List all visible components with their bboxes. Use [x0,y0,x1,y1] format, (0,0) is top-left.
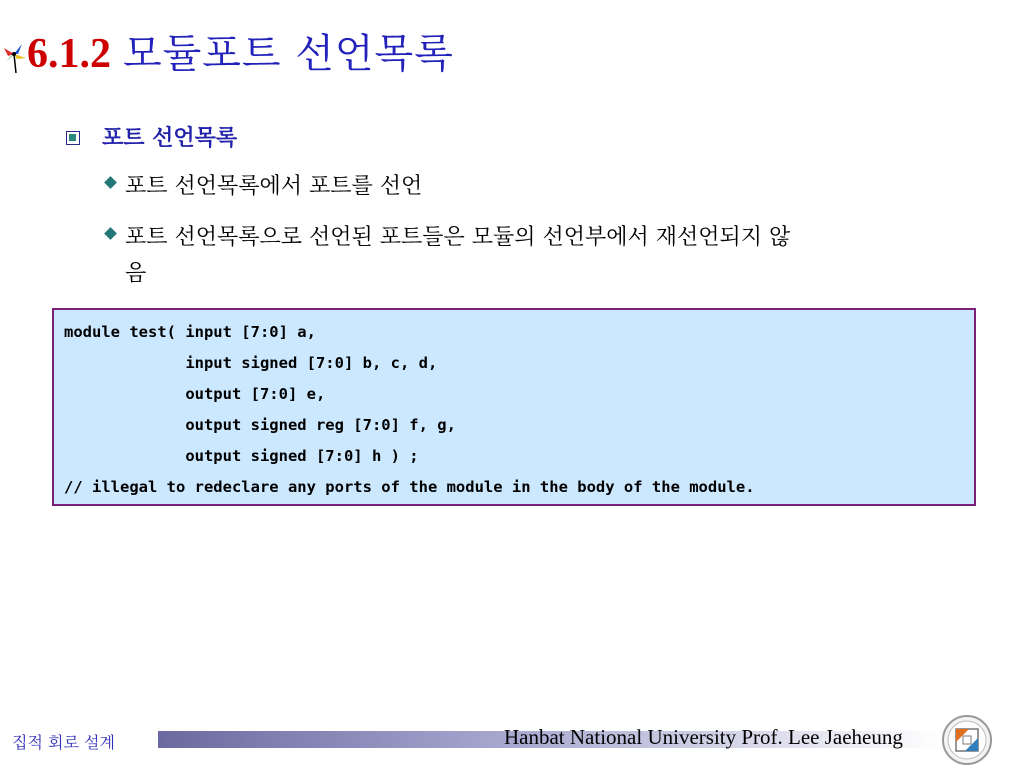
pinwheel-icon [2,40,28,74]
code-line: module test( input [7:0] a, [64,323,316,341]
section-number: 6.1.2 [27,31,111,77]
diamond-bullet-icon [104,227,117,240]
code-comment-line: // illegal to redeclare any ports of the module in the body of the module. [64,478,755,496]
level2-bullet-text-continued: 음 [125,261,147,286]
level2-bullet-text: 포트 선언목록으로 선언된 포트들은 모듈의 선언부에서 재선언되지 않 [125,225,791,250]
code-line: output [7:0] e, [64,385,326,403]
level2-bullet-text: 포트 선언목록에서 포트를 선언 [125,174,423,199]
diamond-bullet-icon [104,176,117,189]
square-bullet-icon [66,131,80,145]
university-logo-icon [941,710,993,768]
title-text: 모듈포트 선언목록 [123,31,454,77]
footer-credit: Hanbat National University Prof. Lee Jaeheung [504,725,903,749]
footer-course: 집적 회로 설계 [12,733,115,752]
code-block [52,308,976,506]
code-line: output signed [7:0] h ) ; [64,447,419,465]
slide-title [27,22,454,79]
level1-bullet-text: 포트 선언목록 [102,126,238,151]
code-line: input signed [7:0] b, c, d, [64,354,438,372]
code-line: output signed reg [7:0] f, g, [64,416,456,434]
